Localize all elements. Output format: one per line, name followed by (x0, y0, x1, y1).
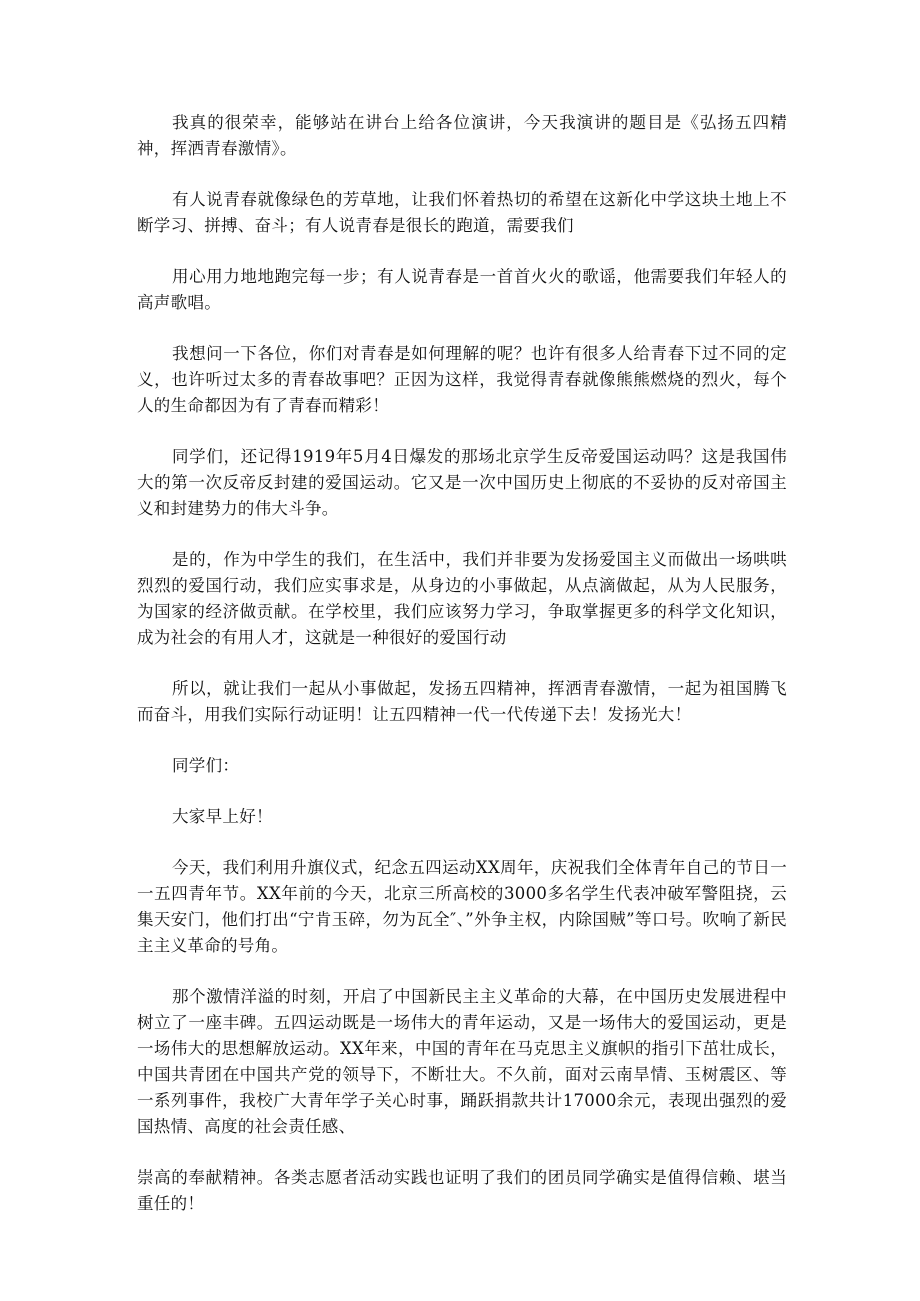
paragraph-6: 是的，作为中学生的我们，在生活中，我们并非要为发扬爱国主义而做出一场哄哄烈烈的爱国行动，我们应实事求是，从身边的小事做起，从点滴做起，从为人民服务，为国家的经济做贡献。在学校里，我们应该努力学习，争取掌握更多的科学文化知识，成为社会的有用人才，这就是一种很好的爱国行动 (137, 550, 787, 647)
paragraph-5: 同学们，还记得1919年5月4日爆发的那场北京学生反帝爱国运动吗？这是我国伟大的第一次反帝反封建的爱国运动。它又是一次中国历史上彻底的不妥协的反对帝国主义和封建势力的伟大斗争。 (137, 447, 787, 518)
paragraph-2: 有人说青春就像绿色的芳草地，让我们怀着热切的希望在这新化中学这块土地上不断学习、拼搏、奋斗；有人说青春是很长的跑道，需要我们 (137, 190, 787, 235)
paragraph-3: 用心用力地地跑完每一步；有人说青春是一首首火火的歌谣，他需要我们年轻人的高声歌唱。 (137, 267, 787, 312)
paragraph-8: 同学们： (172, 756, 240, 775)
paragraph-7: 所以，就让我们一起从小事做起，发扬五四精神，挥洒青春激情，一起为祖国腾飞而奋斗，用我们实际行动证明！让五四精神一代一代传递下去！发扬光大！ (137, 679, 787, 724)
paragraph-9: 大家早上好！ (172, 807, 273, 826)
paragraph-4: 我想问一下各位，你们对青春是如何理解的呢？也许有很多人给青春下过不同的定义，也许听过太多的青春故事吧？正因为这样，我觉得青春就像熊熊燃烧的烈火，每个人的生命都因为有了青春而精彩！ (137, 344, 787, 415)
paragraph-1: 我真的很荣幸，能够站在讲台上给各位演讲，今天我演讲的题目是《弘扬五四精神，挥洒青春激情》。 (137, 113, 787, 158)
document-body (137, 110, 787, 1242)
paragraph-12: 崇高的奉献精神。各类志愿者活动实践也证明了我们的团员同学确实是值得信赖、堪当重任的！ (137, 1168, 787, 1213)
paragraph-11: 那个激情洋溢的时刻，开启了中国新民主主义革命的大幕，在中国历史发展进程中树立了一座丰碑。五四运动既是一场伟大的青年运动，又是一场伟大的爱国运动，更是一场伟大的思想解放运动。XX年来，中国的青年在马克思主义旗帜的指引下茁壮成长，中国共青团在中国共产党的领导下，不断壮大。不久前，面对云南旱情、玉树震区、等一系列事件，我校广大青年学子关心时事，踊跃捐款共计17000余元，表现出强烈的爱国热情、高度的社会责任感、 (137, 987, 787, 1136)
paragraph-10: 今天，我们利用升旗仪式，纪念五四运动XX周年，庆祝我们全体青年自己的节日一一五四青年节。XX年前的今天，北京三所高校的3000多名学生代表冲破军警阻挠，云集天安门，他们打出“宁肯玉碎，勿为瓦全″、”外争主权，内除国贼”等口号。吹响了新民主主义革命的号角。 (137, 858, 787, 955)
